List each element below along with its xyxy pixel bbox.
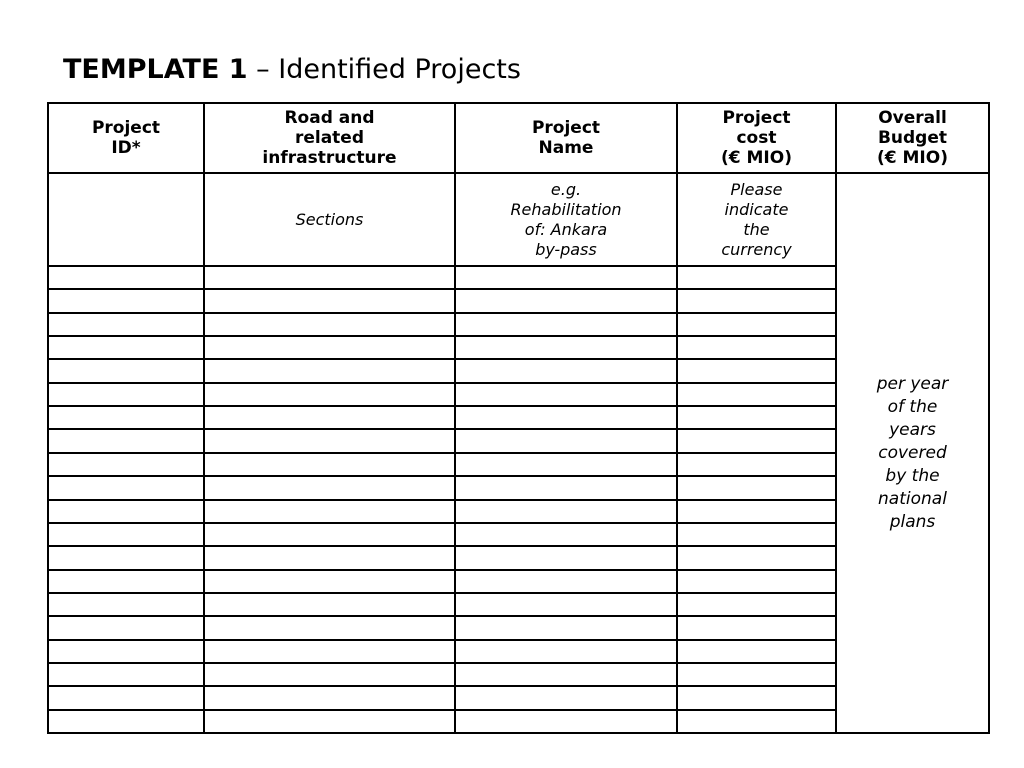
row-divider [49, 428, 835, 430]
row-divider [49, 335, 835, 337]
header-project-name: Project Name [531, 118, 601, 158]
row-divider [49, 358, 835, 360]
row-divider [49, 662, 835, 664]
page-title [63, 50, 521, 90]
header-road-infrastructure: Road and related infrastructure [262, 108, 397, 168]
header-project-cost: Project cost (€ MIO) [721, 108, 792, 168]
example-cost-cell: Please indicate the currency [721, 180, 792, 259]
row-divider [49, 569, 835, 571]
row-divider [49, 475, 835, 477]
row-divider [49, 522, 835, 524]
title-bold: TEMPLATE 1 [63, 54, 248, 85]
row-divider [49, 405, 835, 407]
row-divider [49, 709, 835, 711]
row-divider [49, 639, 835, 641]
row-divider [49, 288, 835, 290]
row-divider [49, 312, 835, 314]
row-divider [49, 499, 835, 501]
row-divider [49, 592, 835, 594]
projects-table [47, 102, 990, 734]
header-project-id: Project ID* [91, 118, 161, 158]
row-divider [49, 382, 835, 384]
title-rest: – Identified Projects [247, 54, 521, 85]
row-divider [49, 265, 835, 267]
row-divider [49, 545, 835, 547]
row-divider [49, 615, 835, 617]
example-road-cell: Sections [295, 210, 364, 229]
row-divider [49, 452, 835, 454]
row-divider [49, 685, 835, 687]
budget-note-cell: per year of the years covered by the national plans [876, 373, 949, 532]
example-name-cell: e.g. Rehabilitation of: Ankara by-pass [510, 180, 622, 259]
header-overall-budget: Overall Budget (€ MIO) [877, 108, 948, 168]
